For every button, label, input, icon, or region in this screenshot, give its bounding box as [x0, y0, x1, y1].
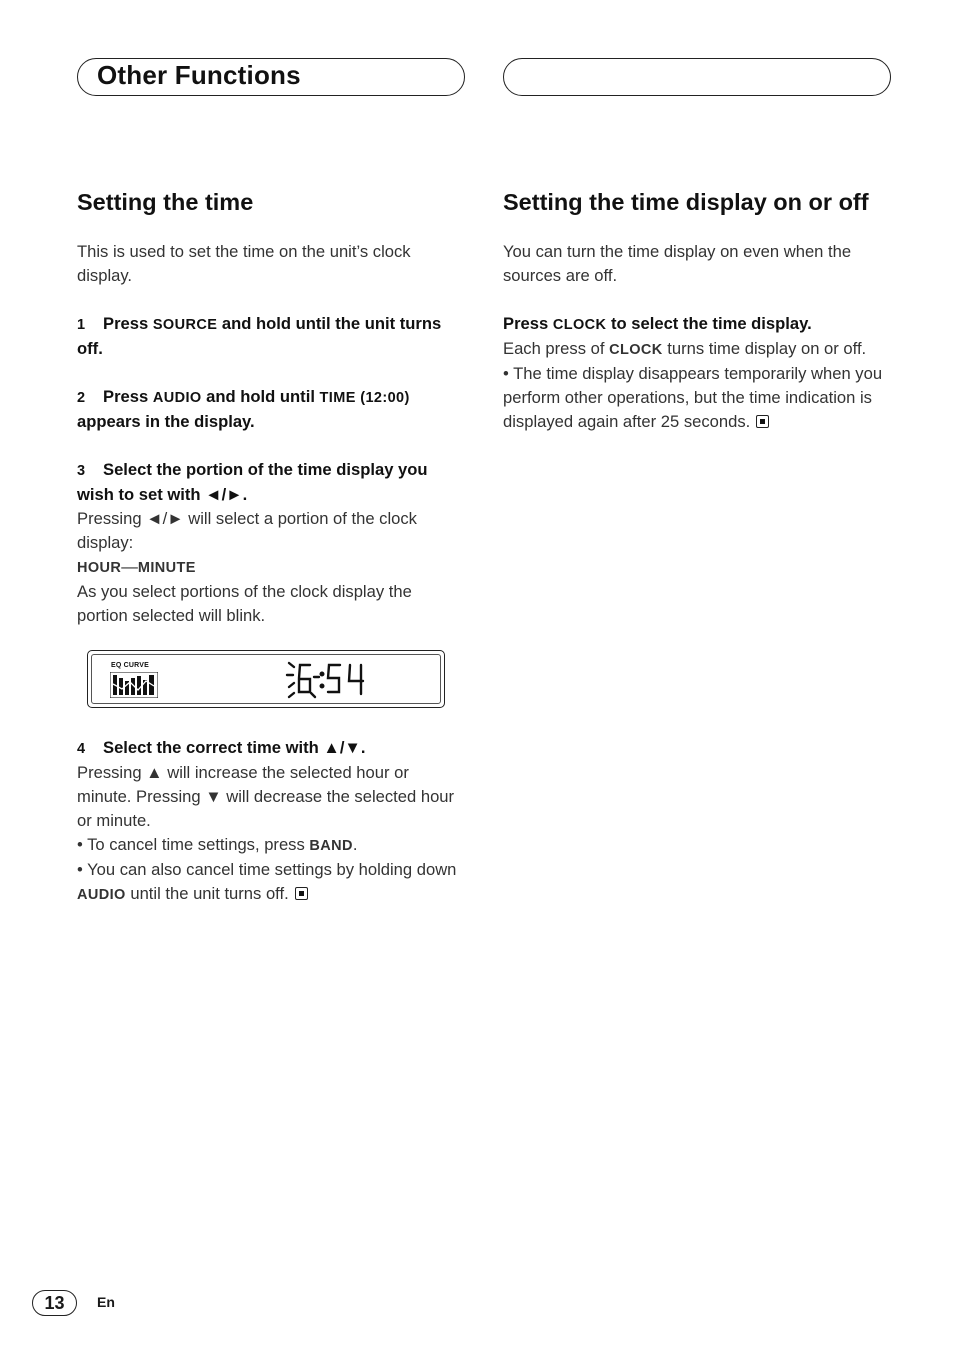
setting-time-intro: This is used to set the time on the unit’s clock display.: [77, 242, 411, 285]
audio-key: AUDIO: [152, 390, 202, 406]
step-3-note: As you select portions of the clock display the portion selected will blink.: [77, 582, 412, 625]
step-4: 4 Select the correct time with ▲/▼.: [77, 738, 366, 757]
left-column: [77, 185, 465, 907]
clock-display-illustration: [87, 650, 445, 708]
band-key: BAND: [309, 838, 353, 854]
cancel-bullet-1: • To cancel time settings, press BAND.: [77, 835, 358, 854]
language-code: En: [97, 1294, 115, 1310]
clock-step-body: Each press of CLOCK turns time display on or off.: [503, 339, 867, 358]
right-column: [503, 185, 891, 434]
time-display-heading: Setting the time display on or off: [503, 189, 869, 215]
clock-key: CLOCK: [609, 342, 663, 358]
time-indicator: TIME (12:00): [319, 390, 410, 406]
section-title: Other Functions: [97, 60, 301, 90]
audio-key: AUDIO: [77, 887, 126, 903]
source-key: SOURCE: [152, 317, 218, 333]
end-of-section-icon: [295, 887, 308, 900]
setting-time-heading: Setting the time: [77, 189, 254, 215]
eq-curve-label: EQ CURVE: [111, 662, 150, 669]
clock-step: Press CLOCK to select the time display.: [503, 314, 812, 333]
end-of-section-icon: [756, 415, 769, 428]
eq-curve-icon: [110, 672, 158, 698]
cancel-bullet-2: • You can also cancel time settings by holding down AUDIO until the unit turns off.: [77, 860, 457, 903]
step-3-body: Pressing ◄/► will select a portion of the clock display:: [77, 509, 417, 552]
time-display-intro: You can turn the time display on even when the sources are off.: [503, 242, 852, 285]
step-3: 3 Select the portion of the time display you wish to set with ◄/►.: [77, 460, 428, 504]
clock-digits: [284, 657, 384, 701]
clock-key: CLOCK: [552, 317, 607, 333]
page-number: 13: [32, 1290, 77, 1316]
section-tab: [77, 58, 465, 96]
hour-minute-sequence: HOUR—MINUTE: [77, 557, 196, 576]
step-1: 1 Press SOURCE and hold until the unit turns off.: [77, 314, 442, 358]
step-2: 2 Press AUDIO and hold until TIME (12:00) appears in the display.: [77, 387, 410, 431]
step-4-body: Pressing ▲ will increase the selected hour or minute. Pressing ▼ will decrease the selected hour or minute.: [77, 763, 455, 830]
empty-section-tab: [503, 58, 891, 96]
time-display-bullet: • The time display disappears temporarily when you perform other operations, but the time indication is displayed again after 25 seconds.: [503, 364, 883, 431]
